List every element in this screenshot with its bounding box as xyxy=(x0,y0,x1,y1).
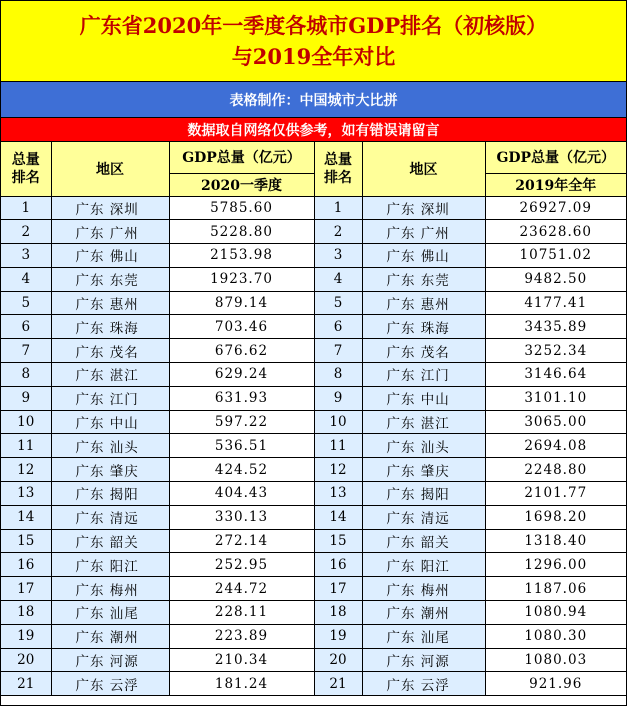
left-value-cell: 404.43 xyxy=(169,482,314,506)
left-value-cell: 181.24 xyxy=(169,672,314,696)
right-value-cell: 9482.50 xyxy=(485,267,626,291)
right-region-cell: 广东 河源 xyxy=(362,648,485,672)
left-region-cell: 广东 揭阳 xyxy=(51,482,169,506)
right-region-cell: 广东 清远 xyxy=(362,505,485,529)
ranking-table xyxy=(1,142,626,696)
left-region-cell: 广东 东莞 xyxy=(51,267,169,291)
right-region-cell: 广东 佛山 xyxy=(362,244,485,268)
left-value-cell: 629.24 xyxy=(169,363,314,387)
right-value-cell: 921.96 xyxy=(485,672,626,696)
right-value-cell: 1187.06 xyxy=(485,577,626,601)
left-value-cell: 424.52 xyxy=(169,458,314,482)
right-rank-cell: 16 xyxy=(314,553,362,577)
left-rank-cell: 6 xyxy=(1,315,51,339)
table-row xyxy=(1,291,626,315)
left-value-cell: 210.34 xyxy=(169,648,314,672)
right-rank-cell: 1 xyxy=(314,196,362,220)
right-region-cell: 广东 云浮 xyxy=(362,672,485,696)
right-rank-cell: 2 xyxy=(314,220,362,244)
header-region-right: 地区 xyxy=(362,142,485,196)
right-value-cell: 3146.64 xyxy=(485,363,626,387)
right-value-cell: 3065.00 xyxy=(485,410,626,434)
right-rank-cell: 14 xyxy=(314,505,362,529)
left-rank-cell: 8 xyxy=(1,363,51,387)
header-gdp-left: GDP总量（亿元） xyxy=(169,142,314,173)
right-value-cell: 1296.00 xyxy=(485,553,626,577)
right-value-cell: 1698.20 xyxy=(485,505,626,529)
right-region-cell: 广东 汕尾 xyxy=(362,624,485,648)
left-region-cell: 广东 湛江 xyxy=(51,363,169,387)
table-row xyxy=(1,601,626,625)
header-period-left: 2020一季度 xyxy=(169,173,314,196)
right-value-cell: 2101.77 xyxy=(485,482,626,506)
right-region-cell: 广东 汕头 xyxy=(362,434,485,458)
left-value-cell: 5228.80 xyxy=(169,220,314,244)
title-banner xyxy=(1,1,626,82)
right-rank-cell: 12 xyxy=(314,458,362,482)
right-rank-cell: 6 xyxy=(314,315,362,339)
header-period-right: 2019年全年 xyxy=(485,173,626,196)
left-value-cell: 631.93 xyxy=(169,386,314,410)
right-region-cell: 广东 江门 xyxy=(362,363,485,387)
left-region-cell: 广东 江门 xyxy=(51,386,169,410)
table-row xyxy=(1,577,626,601)
right-value-cell: 3435.89 xyxy=(485,315,626,339)
right-rank-cell: 7 xyxy=(314,339,362,363)
left-rank-cell: 3 xyxy=(1,244,51,268)
right-value-cell: 2694.08 xyxy=(485,434,626,458)
right-rank-cell: 8 xyxy=(314,363,362,387)
header-rank-right-text: 总量 排名 xyxy=(324,151,352,186)
right-value-cell: 10751.02 xyxy=(485,244,626,268)
left-rank-cell: 12 xyxy=(1,458,51,482)
made-by-bar xyxy=(1,82,626,118)
right-value-cell: 1318.40 xyxy=(485,529,626,553)
left-rank-cell: 1 xyxy=(1,196,51,220)
table-row xyxy=(1,220,626,244)
table-header xyxy=(1,142,626,196)
right-rank-cell: 19 xyxy=(314,624,362,648)
left-value-cell: 223.89 xyxy=(169,624,314,648)
right-region-cell: 广东 梅州 xyxy=(362,577,485,601)
right-rank-cell: 15 xyxy=(314,529,362,553)
left-rank-cell: 19 xyxy=(1,624,51,648)
table-row xyxy=(1,244,626,268)
left-region-cell: 广东 佛山 xyxy=(51,244,169,268)
right-region-cell: 广东 深圳 xyxy=(362,196,485,220)
left-value-cell: 676.62 xyxy=(169,339,314,363)
left-value-cell: 5785.60 xyxy=(169,196,314,220)
right-rank-cell: 9 xyxy=(314,386,362,410)
left-rank-cell: 14 xyxy=(1,505,51,529)
right-value-cell: 1080.94 xyxy=(485,601,626,625)
table-row xyxy=(1,648,626,672)
right-region-cell: 广东 韶关 xyxy=(362,529,485,553)
right-value-cell: 3252.34 xyxy=(485,339,626,363)
table-row xyxy=(1,482,626,506)
table-row xyxy=(1,624,626,648)
left-region-cell: 广东 韶关 xyxy=(51,529,169,553)
left-value-cell: 703.46 xyxy=(169,315,314,339)
right-value-cell: 4177.41 xyxy=(485,291,626,315)
left-value-cell: 272.14 xyxy=(169,529,314,553)
left-rank-cell: 13 xyxy=(1,482,51,506)
right-rank-cell: 13 xyxy=(314,482,362,506)
table-row xyxy=(1,339,626,363)
table-row xyxy=(1,672,626,696)
left-region-cell: 广东 云浮 xyxy=(51,672,169,696)
left-value-cell: 252.95 xyxy=(169,553,314,577)
right-rank-cell: 11 xyxy=(314,434,362,458)
header-region-left: 地区 xyxy=(51,142,169,196)
left-rank-cell: 18 xyxy=(1,601,51,625)
right-rank-cell: 21 xyxy=(314,672,362,696)
left-rank-cell: 9 xyxy=(1,386,51,410)
disclaimer-text: 数据取自网络仅供参考，如有错误请留言 xyxy=(187,122,440,139)
left-region-cell: 广东 肇庆 xyxy=(51,458,169,482)
left-region-cell: 广东 惠州 xyxy=(51,291,169,315)
right-value-cell: 3101.10 xyxy=(485,386,626,410)
table-row xyxy=(1,410,626,434)
left-region-cell: 广东 梅州 xyxy=(51,577,169,601)
table-row xyxy=(1,315,626,339)
left-rank-cell: 21 xyxy=(1,672,51,696)
right-value-cell: 23628.60 xyxy=(485,220,626,244)
table-row xyxy=(1,386,626,410)
table-row xyxy=(1,553,626,577)
left-rank-cell: 10 xyxy=(1,410,51,434)
right-region-cell: 广东 茂名 xyxy=(362,339,485,363)
left-value-cell: 879.14 xyxy=(169,291,314,315)
left-region-cell: 广东 汕尾 xyxy=(51,601,169,625)
left-rank-cell: 16 xyxy=(1,553,51,577)
right-region-cell: 广东 珠海 xyxy=(362,315,485,339)
left-rank-cell: 2 xyxy=(1,220,51,244)
left-value-cell: 597.22 xyxy=(169,410,314,434)
left-rank-cell: 11 xyxy=(1,434,51,458)
right-region-cell: 广东 湛江 xyxy=(362,410,485,434)
table-row xyxy=(1,196,626,220)
left-region-cell: 广东 汕头 xyxy=(51,434,169,458)
left-value-cell: 536.51 xyxy=(169,434,314,458)
left-value-cell: 244.72 xyxy=(169,577,314,601)
left-region-cell: 广东 河源 xyxy=(51,648,169,672)
right-rank-cell: 3 xyxy=(314,244,362,268)
right-value-cell: 26927.09 xyxy=(485,196,626,220)
left-rank-cell: 17 xyxy=(1,577,51,601)
right-region-cell: 广东 中山 xyxy=(362,386,485,410)
left-rank-cell: 7 xyxy=(1,339,51,363)
right-region-cell: 广东 惠州 xyxy=(362,291,485,315)
right-value-cell: 1080.03 xyxy=(485,648,626,672)
right-rank-cell: 20 xyxy=(314,648,362,672)
right-rank-cell: 4 xyxy=(314,267,362,291)
left-value-cell: 1923.70 xyxy=(169,267,314,291)
left-value-cell: 228.11 xyxy=(169,601,314,625)
left-region-cell: 广东 茂名 xyxy=(51,339,169,363)
right-region-cell: 广东 肇庆 xyxy=(362,458,485,482)
left-region-cell: 广东 阳江 xyxy=(51,553,169,577)
left-value-cell: 330.13 xyxy=(169,505,314,529)
left-rank-cell: 5 xyxy=(1,291,51,315)
table-row xyxy=(1,529,626,553)
table-row xyxy=(1,434,626,458)
right-region-cell: 广东 揭阳 xyxy=(362,482,485,506)
table-row xyxy=(1,505,626,529)
right-region-cell: 广东 潮州 xyxy=(362,601,485,625)
right-rank-cell: 10 xyxy=(314,410,362,434)
left-region-cell: 广东 清远 xyxy=(51,505,169,529)
disclaimer-bar xyxy=(1,118,626,142)
header-gdp-right: GDP总量（亿元） xyxy=(485,142,626,173)
table-row xyxy=(1,267,626,291)
right-region-cell: 广东 阳江 xyxy=(362,553,485,577)
left-region-cell: 广东 珠海 xyxy=(51,315,169,339)
header-rank-right xyxy=(314,142,362,196)
right-region-cell: 广东 广州 xyxy=(362,220,485,244)
header-rank-left-text: 总量 排名 xyxy=(11,151,40,186)
left-rank-cell: 4 xyxy=(1,267,51,291)
table-row xyxy=(1,363,626,387)
right-rank-cell: 17 xyxy=(314,577,362,601)
right-rank-cell: 18 xyxy=(314,601,362,625)
right-value-cell: 2248.80 xyxy=(485,458,626,482)
header-rank-left xyxy=(1,142,51,196)
left-region-cell: 广东 潮州 xyxy=(51,624,169,648)
table-body xyxy=(1,196,626,696)
right-value-cell: 1080.30 xyxy=(485,624,626,648)
title-line-2: 与2019全年对比 xyxy=(231,44,396,69)
left-region-cell: 广东 中山 xyxy=(51,410,169,434)
left-region-cell: 广东 深圳 xyxy=(51,196,169,220)
right-rank-cell: 5 xyxy=(314,291,362,315)
table-row xyxy=(1,458,626,482)
left-rank-cell: 20 xyxy=(1,648,51,672)
left-region-cell: 广东 广州 xyxy=(51,220,169,244)
title-line-1: 广东省2020年一季度各城市GDP排名（初核版） xyxy=(79,13,548,38)
right-region-cell: 广东 东莞 xyxy=(362,267,485,291)
left-value-cell: 2153.98 xyxy=(169,244,314,268)
made-by-text: 表格制作：中国城市大比拼 xyxy=(229,92,398,109)
left-rank-cell: 15 xyxy=(1,529,51,553)
